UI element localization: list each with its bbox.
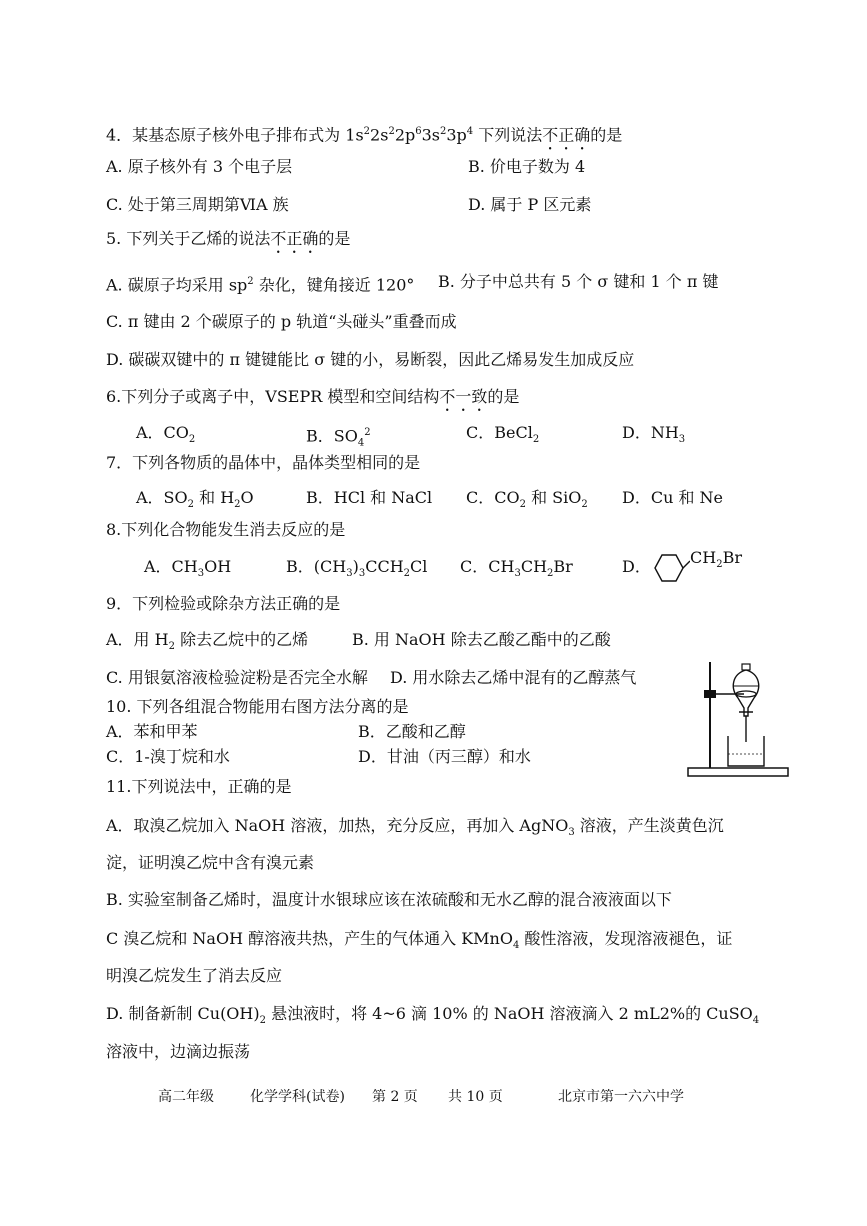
sub: 2	[519, 499, 526, 511]
text: B．(CH	[286, 557, 347, 576]
q5-option-a	[106, 272, 414, 295]
q4-stem-part: 的是	[590, 125, 623, 145]
q5-stem-part: 5. 下列关于乙烯的说法	[106, 229, 271, 248]
sup: 2	[247, 276, 254, 287]
q8-stem: 8.下列化合物能发生消去反应的是	[106, 520, 346, 539]
sub: 3	[358, 568, 366, 580]
q4-option-b: B. 价电子数为 4	[468, 157, 586, 176]
text: 除去乙烷中的乙烯	[174, 630, 309, 649]
q8-option-c	[460, 557, 573, 584]
q10-option-d: D．甘油（丙三醇）和水	[358, 747, 531, 766]
q11-option-a-line1	[106, 816, 724, 843]
q5-stem-part: 的是	[318, 229, 351, 248]
sub: 2	[234, 499, 241, 511]
q4-stem-part: 3p	[446, 125, 467, 145]
q5-stem	[106, 229, 350, 257]
text: CH	[520, 557, 548, 576]
q7-option-c	[466, 488, 588, 515]
text: 和 H	[194, 488, 235, 507]
sub: 2	[581, 499, 588, 511]
text: B．SO	[306, 426, 358, 446]
footer-school: 北京市第一六六中学	[558, 1089, 684, 1105]
text: 溶液，产生淡黄色沉	[574, 816, 724, 835]
sub: 3	[197, 568, 205, 580]
footer-grade: 高二年级	[158, 1089, 214, 1105]
text: Br	[722, 548, 742, 567]
q4-option-c: C. 处于第三周期第ⅥA 族	[106, 195, 289, 214]
q11-option-b: B. 实验室制备乙烯时，温度计水银球应该在浓硫酸和无水乙醇的混合液液面以下	[106, 890, 672, 909]
sub: 2	[187, 499, 195, 511]
text: D．	[622, 557, 651, 576]
sub: 3	[568, 827, 575, 839]
q4-stem	[106, 122, 622, 153]
text: D．NH	[622, 423, 679, 442]
text: 酸性溶液，发现溶液褪色，证	[519, 929, 733, 948]
q6-option-d	[622, 423, 685, 450]
q11-option-a-line2: 淀，证明溴乙烷中含有溴元素	[106, 853, 315, 872]
q9-option-a	[106, 630, 308, 657]
q10-option-a: A．苯和甲苯	[106, 722, 198, 741]
q10-stem: 10. 下列各组混合物能用右图方法分离的是	[106, 697, 409, 716]
q10-option-c: C．1-溴丁烷和水	[106, 747, 230, 766]
text: C 溴乙烷和 NaOH 醇溶液共热，产生的气体通入 KMnO	[106, 929, 513, 948]
sub: 3	[346, 568, 353, 580]
q8-option-d	[622, 557, 651, 577]
q5-option-c: C. π 键由 2 个碳原子的 p 轨道“头碰头”重叠而成	[106, 312, 457, 331]
separatory-funnel-apparatus-icon	[684, 658, 790, 780]
q5-option-d: D. 碳碳双键中的 π 键键能比 σ 键的小，易断裂，因此乙烯易发生加成反应	[106, 350, 635, 369]
text: O	[240, 488, 254, 507]
q6-option-b	[306, 423, 371, 454]
emphasis-text: 不一致	[439, 387, 488, 406]
q4-stem-part: 2p	[394, 125, 416, 145]
q9-stem: 9．下列检验或除杂方法正确的是	[106, 594, 341, 613]
text: A．SO	[136, 488, 188, 507]
sup: 2	[388, 126, 395, 137]
q4-stem-part: 2s	[370, 125, 389, 145]
text: C．CH	[460, 557, 515, 576]
text: Cl	[410, 557, 428, 576]
sub: 2	[168, 641, 175, 653]
benzene-ring-icon	[650, 553, 690, 583]
text: A．取溴乙烷加入 NaOH 溶液，加热，充分反应，再加入 AgNO	[106, 816, 569, 835]
q6-stem	[106, 387, 519, 415]
text: CCH	[365, 557, 404, 576]
sub: 2	[403, 568, 411, 580]
q9-option-d: D. 用水除去乙烯中混有的乙醇蒸气	[390, 668, 637, 687]
text: A．用 H	[106, 630, 169, 649]
sub: 3	[514, 568, 521, 580]
q8-option-b	[286, 557, 427, 584]
text: 杂化，键角接近 120°	[253, 275, 415, 295]
q8-option-d-substituent	[690, 548, 742, 575]
footer-page: 第 2 页	[372, 1089, 418, 1105]
q7-option-b: B．HCl 和 NaCl	[306, 488, 433, 507]
sub: 2	[532, 434, 540, 446]
text: OH	[204, 557, 232, 576]
q6-option-c	[466, 423, 539, 450]
text: CH	[690, 548, 717, 567]
sub: 4	[357, 437, 365, 449]
q11-option-c-line1	[106, 929, 732, 956]
sup: 2	[363, 126, 371, 137]
q4-stem-part: 4．某基态原子核外电子排布式为 1s	[106, 125, 364, 145]
q11-option-d-line1	[106, 1004, 759, 1031]
text: )	[352, 557, 359, 576]
sup: 6	[415, 126, 422, 137]
q6-option-a	[136, 423, 195, 450]
text: A．CO	[136, 423, 189, 442]
sub: 3	[678, 434, 686, 446]
q6-stem-part: 的是	[487, 387, 520, 406]
text: D. 制备新制 Cu(OH)	[106, 1004, 260, 1023]
q4-option-a: A. 原子核外有 3 个电子层	[106, 157, 293, 176]
q4-stem-part: 下列说法	[473, 125, 543, 145]
text: A．CH	[144, 557, 198, 576]
emphasis-text: 不正确	[542, 125, 591, 145]
sub: 2	[547, 568, 554, 580]
q5-option-b: B. 分子中总共有 5 个 σ 键和 1 个 π 键	[438, 272, 719, 291]
text: A. 碳原子均采用 sp	[106, 275, 248, 295]
q6-stem-part: 6.下列分子或离子中，VSEPR 模型和空间结构	[106, 387, 440, 406]
q4-stem-part: 3s	[421, 125, 440, 145]
sup: 2	[440, 126, 447, 137]
text: Br	[553, 557, 573, 576]
text: 悬浊液时，将 4~6 滴 10% 的 NaOH 溶液滴入 2 mL2%的 CuSO	[266, 1004, 753, 1023]
q11-option-c-line2: 明溴乙烷发生了消去反应	[106, 966, 283, 985]
q9-option-c: C. 用银氨溶液检验淀粉是否完全水解	[106, 668, 368, 687]
footer-subject: 化学学科(试卷)	[250, 1089, 345, 1105]
sub: 2	[188, 434, 196, 446]
q11-stem: 11.下列说法中，正确的是	[106, 777, 292, 796]
text: C．BeCl	[466, 423, 533, 442]
text: 和 SiO	[525, 488, 582, 507]
q11-option-d-line2: 溶液中，边滴边振荡	[106, 1042, 251, 1061]
sup: 2	[364, 427, 371, 438]
sub: 4	[512, 940, 520, 952]
sub: 2	[716, 559, 723, 571]
q7-option-a	[136, 488, 254, 515]
sub: 2	[259, 1015, 266, 1027]
q9-option-b: B. 用 NaOH 除去乙酸乙酯中的乙酸	[352, 630, 611, 649]
text: C．CO	[466, 488, 520, 507]
sup: 4	[466, 126, 474, 137]
q7-stem: 7．下列各物质的晶体中，晶体类型相同的是	[106, 453, 421, 472]
emphasis-text: 不正确	[270, 229, 319, 248]
q8-option-a	[144, 557, 231, 584]
q10-option-b: B．乙酸和乙醇	[358, 722, 466, 741]
q4-option-d: D. 属于 P 区元素	[468, 195, 592, 214]
sub: 4	[752, 1015, 760, 1027]
footer-total: 共 10 页	[448, 1089, 503, 1105]
q7-option-d: D．Cu 和 Ne	[622, 488, 724, 507]
